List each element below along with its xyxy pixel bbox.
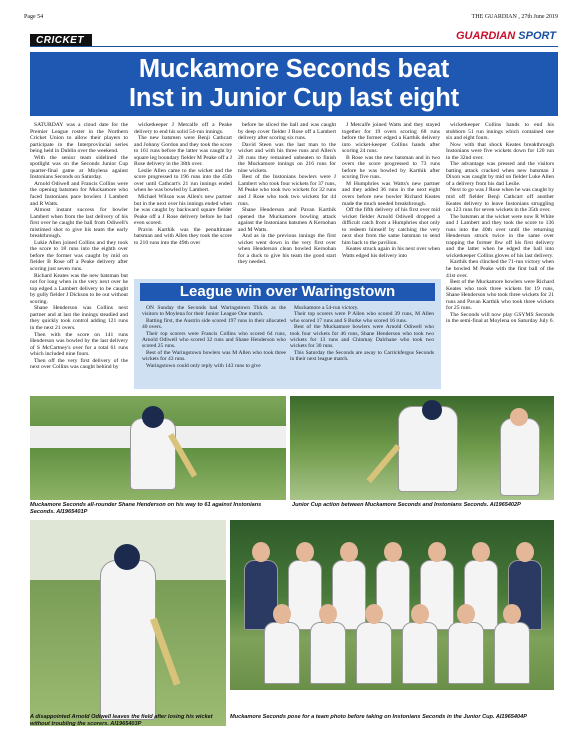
article-paragraph: Lukie Allen joined Collins and they took the score to 18 runs into the eighth over before the former was caught by mid on fielder B Rose off a Peake delivery after scoring just seven runs. bbox=[30, 239, 128, 273]
sidebar-paragraph: Their top scorers were Francis Collins who scored 64 runs, Arnold Odiwell who scored 32 runs and Shane Henderson who scored 25 runs. bbox=[142, 330, 286, 350]
wicketkeeper-figure bbox=[500, 418, 540, 496]
team-member-head bbox=[273, 604, 291, 624]
article-paragraph: Michael Wilson was Allen's new partner but in the next over his innings ended when he was caught by backward square fielder Peake off a J Rose delivery before he had even scored. bbox=[134, 194, 232, 227]
team-member-back-row bbox=[288, 560, 322, 630]
article-paragraph: Shane Henderson and Pavan Karthik opened the Muckamore bowling attack against the Instonians batsmen A Kernohan and M Watts. bbox=[238, 207, 336, 233]
article-paragraph: Arnold Odiwell and Francis Collins were the opening batsmen for Muckamore who faced Instonians pace bowlers J Lambert and R Watts. bbox=[30, 180, 128, 207]
headline-line-2: Inst in Junior Cup last eight bbox=[129, 84, 459, 112]
team-member-head bbox=[319, 604, 337, 624]
sidebar-paragraph: This Saturday the Seconds are away to Carrickfergus Seconds in their next league match. bbox=[290, 349, 434, 363]
team-member-head bbox=[457, 604, 475, 624]
article-paragraph: Shane Henderson was Collins next partner and at last the innings steadied and they quickly took control adding 121 runs in the next 21 overs. bbox=[30, 305, 128, 331]
page-number: Page 54 bbox=[24, 14, 44, 20]
article-paragraph: Almost instant success for bowler Lambert when from the last delivery of his first over he caught the ball from Odiwell's mistimed shot to give his team the early breakthrough. bbox=[30, 207, 128, 240]
sidebar-paragraph: Their top scorers were P Allen who scored 39 runs, M Allen who scored 17 runs and S Burke who scored 16 runs. bbox=[290, 311, 434, 324]
article-column-5 bbox=[446, 122, 554, 404]
article-paragraph: before he sliced the ball and was caught by deep cover fielder J Rose off a Lambert delivery after scoring six runs. bbox=[238, 122, 336, 142]
team-member-head bbox=[340, 542, 358, 562]
team-member-head bbox=[384, 542, 402, 562]
team-member-front-row bbox=[494, 622, 530, 684]
photo-batsman-henderson bbox=[30, 396, 286, 500]
publication-date: THE GUARDIAN , 27th June 2019 bbox=[471, 14, 558, 20]
article-paragraph: wicketkeeper Collins hands to end his stubborn 51 run innings which contained one six and eight fours. bbox=[446, 122, 554, 142]
batsman-helmet-3 bbox=[114, 544, 140, 570]
team-member-front-row bbox=[310, 622, 346, 684]
article-paragraph: Keates struck again in his next over when Watts edged his delivery into bbox=[342, 246, 440, 259]
photo-junior-cup-action bbox=[290, 396, 554, 500]
team-member-head bbox=[428, 542, 446, 562]
headline-banner bbox=[30, 52, 558, 116]
article-paragraph: The batsmen at the wicket were now R White and J Lambert and they took the score to 136 runs into the 40th over until the returning Henderson struck twice in the same over trapping the former lbw off his first delivery and the latter when he edged the ball into wicketkeeper Collins gloves of his last delivery. bbox=[446, 213, 554, 259]
batsman-helmet-2 bbox=[422, 400, 442, 420]
guardian-sport-logo bbox=[456, 30, 556, 42]
header-rule bbox=[30, 46, 558, 47]
article-paragraph: Then with the score on 141 runs Henderson was bowled by the last delivery of S McCartney's over for a total 61 runs which included nine fours. bbox=[30, 331, 128, 358]
caption-photo-2: Junior Cup action between Muckamore Seconds and Instonians Seconds. AI1965402P bbox=[292, 502, 521, 508]
article-paragraph: Pravin Karthik was the penultimate batsman and with Allen they took the score to 210 runs into the 49th over bbox=[134, 226, 232, 246]
section-tab bbox=[30, 30, 100, 44]
article-column-2 bbox=[134, 122, 232, 276]
caption-photo-4: Muckamore Seconds pose for a team photo before taking on Instonians Seconds in the Junior Cup. AI1965404P bbox=[230, 714, 527, 720]
team-member-head bbox=[411, 604, 429, 624]
article-paragraph: J Metcalfe joined Watts and they stayed together for 19 overs scoring 68 runs before the former edged a Karthik delivery into wicket-keeper Collins hands after scoring 24 runs. bbox=[342, 122, 440, 155]
sidebar-paragraph: Muckamore a 54-run victory. bbox=[294, 305, 359, 311]
sidebar-title: League win over Waringstown bbox=[140, 283, 435, 301]
batsman-helmet bbox=[142, 406, 164, 428]
sidebar-paragraph: ON Sunday the Seconds had Waringstown Thirds as the visitors to Moylena for their Junior League One match. bbox=[142, 305, 286, 318]
article-paragraph: The new batsmen were Benji Cathcart and Johnny Gordon and they took the score to 161 runs before the latter was caught by square leg boundary fielder M Peake off a J Rose delivery in the 38th over. bbox=[134, 135, 232, 168]
page-header-bar bbox=[24, 14, 558, 26]
team-member-head bbox=[365, 604, 383, 624]
sidebar-paragraph: Best of the Muckamore bowlers were Arnold Odiwell who took four wickets for 46 runs, Shane Henderson who took two wickets for 13 runs and Chinmay Dalchane who took two wickets for 30 runs. bbox=[290, 324, 434, 350]
team-member-front-row bbox=[448, 622, 484, 684]
article-paragraph: With the senior team sidelined the spotlight was on the Seconds Junior Cup quarter-final game at Moylena against Instonians Seconds on Saturday. bbox=[30, 154, 128, 181]
team-member-head bbox=[503, 604, 521, 624]
article-column-1 bbox=[30, 122, 128, 404]
article-paragraph: And as in the previous innings the first wicket went down in the very first over when Henderson clean bowled Kernohan for a duck to give his team the good start they needed. bbox=[238, 233, 336, 266]
team-member-front-row bbox=[356, 622, 392, 684]
section-tab-label: CRICKET bbox=[30, 34, 92, 47]
wicketkeeper-head bbox=[510, 408, 528, 426]
team-member-back-row bbox=[244, 560, 278, 630]
sidebar-paragraph: Batting first, the Austrin side scored 197 runs in their allocated 40 overs. bbox=[142, 317, 286, 331]
walking-batsman-figure bbox=[100, 560, 156, 720]
article-paragraph: Now with that shock Keates breakthrough Instonians were five wickets down for 120 run in the 32nd over. bbox=[446, 141, 554, 161]
article-paragraph: The advantage was pressed and the visitors batting attack cracked when new batsman J Dixon was caught by mid on fielder Luke Allen of a delivery from his dad Leslie. bbox=[446, 161, 554, 187]
brand-sport: SPORT bbox=[518, 30, 556, 42]
team-member-head bbox=[296, 542, 314, 562]
article-paragraph: Off the fifth delivery of his first over mid wicket fielder Arnold Odiwell dropped a difficult catch from a Humphries shot only to redeem himself by catching the very next shot from the same batsman to send him back to the pavilion. bbox=[342, 207, 440, 246]
team-member-front-row bbox=[264, 622, 300, 684]
sidebar-column-2 bbox=[290, 305, 434, 363]
article-paragraph: Richard Keates was the new batsman but not for long when in the very next over he top edged a Lambert delivery to be caught by gully fielder J Dickson to be out without scoring. bbox=[30, 272, 128, 305]
team-member-front-row bbox=[402, 622, 438, 684]
article-paragraph: Best of the Muckamore bowlers were Richard Keates who took three wickets for 19 runs, Shane Henderson who took three wickets for 21 runs and Pavan Karthik who took three wickets for 25 runs. bbox=[446, 279, 554, 312]
article-paragraph: Leslie Allen came to the wicket and the score progressed to 196 runs into the 45th over until Cathcart's 21 run innings ended when he was bowled by Lambert. bbox=[134, 167, 232, 194]
team-member-head bbox=[472, 542, 490, 562]
article-paragraph: M Humphries was Watts's new partner and they added 36 runs in the next eight overs before new bowler Richard Keates made the much needed breakthrough. bbox=[342, 180, 440, 207]
batsman-figure bbox=[130, 418, 176, 490]
headline-line-1: Muckamore Seconds beat bbox=[138, 55, 450, 83]
team-member-back-row bbox=[332, 560, 366, 630]
article-paragraph: wicketkeeper J Metcalfe off a Peake delivery to end his solid 54-run innings. bbox=[134, 122, 232, 135]
team-member-head bbox=[252, 542, 270, 562]
article-paragraph: Karthik then clinched the 71-run victory when he bowled M Peake with the first ball of the 41st over. bbox=[446, 259, 554, 279]
article-column-4 bbox=[342, 122, 440, 276]
sidebar-column-1 bbox=[142, 305, 286, 369]
article-paragraph: David Steen was the last man to the wicket and with his three runs and Allen's 28 runs they remained unbeaten to finish the Muckamore innings on 216 runs for nine wickets. bbox=[238, 141, 336, 174]
article-column-3 bbox=[238, 122, 336, 276]
sidebar-paragraph: Waringstown could only reply with 143 runs to give bbox=[146, 362, 261, 369]
cricket-bat-2 bbox=[366, 444, 400, 483]
caption-photo-1: Muckamore Seconds all-rounder Shane Henderson on his way to 61 against Instonians Seconds. AI1965401P bbox=[30, 502, 262, 515]
league-sidebar-box bbox=[134, 279, 441, 389]
article-paragraph: SATURDAY was a cloud date for the Premier League roster in the Northern Cricket Union to allow their players to participate in the Interprovincial series being held in Dublin over the weekend. bbox=[30, 122, 128, 155]
caption-photo-3: A disappointed Arnold Odiwell leaves the field after losing his wicket without troubling the scorers. AI1965403P bbox=[30, 714, 213, 727]
article-paragraph: Best of the Instonians bowlers were J Lambert who took four wickets for 37 runs, M Peake who took two wickets for 32 runs and J Rose who took two wickets for 44 runs. bbox=[238, 174, 336, 207]
photo-team-group bbox=[230, 520, 554, 690]
article-paragraph: Then off the very first delivery of the next over Collins was caught behind by bbox=[30, 357, 128, 371]
article-paragraph: Next to go was J Rose when he was caught by mid off fielder Benji Cathcart off another Keates delivery to leave Instonians struggling on 123 runs for seven wickets in the 35th over. bbox=[446, 187, 554, 214]
article-paragraph: The Seconds will now play GSYMS Seconds in the semi-final at Moylena on Saturday July 6. bbox=[446, 311, 554, 325]
team-member-head bbox=[516, 542, 534, 562]
photo-odiwell-leaves-field bbox=[30, 520, 226, 726]
brand-guardian: GUARDIAN bbox=[455, 30, 516, 42]
sidebar-paragraph: Best of the Waringstown bowlers was M Allen who took three wickets for 43 runs. bbox=[142, 349, 286, 363]
article-paragraph: B Rose was the new batsman and in two overs the score progressed to 73 runs before he was bowled by Karthik after scoring five runs. bbox=[342, 154, 440, 181]
